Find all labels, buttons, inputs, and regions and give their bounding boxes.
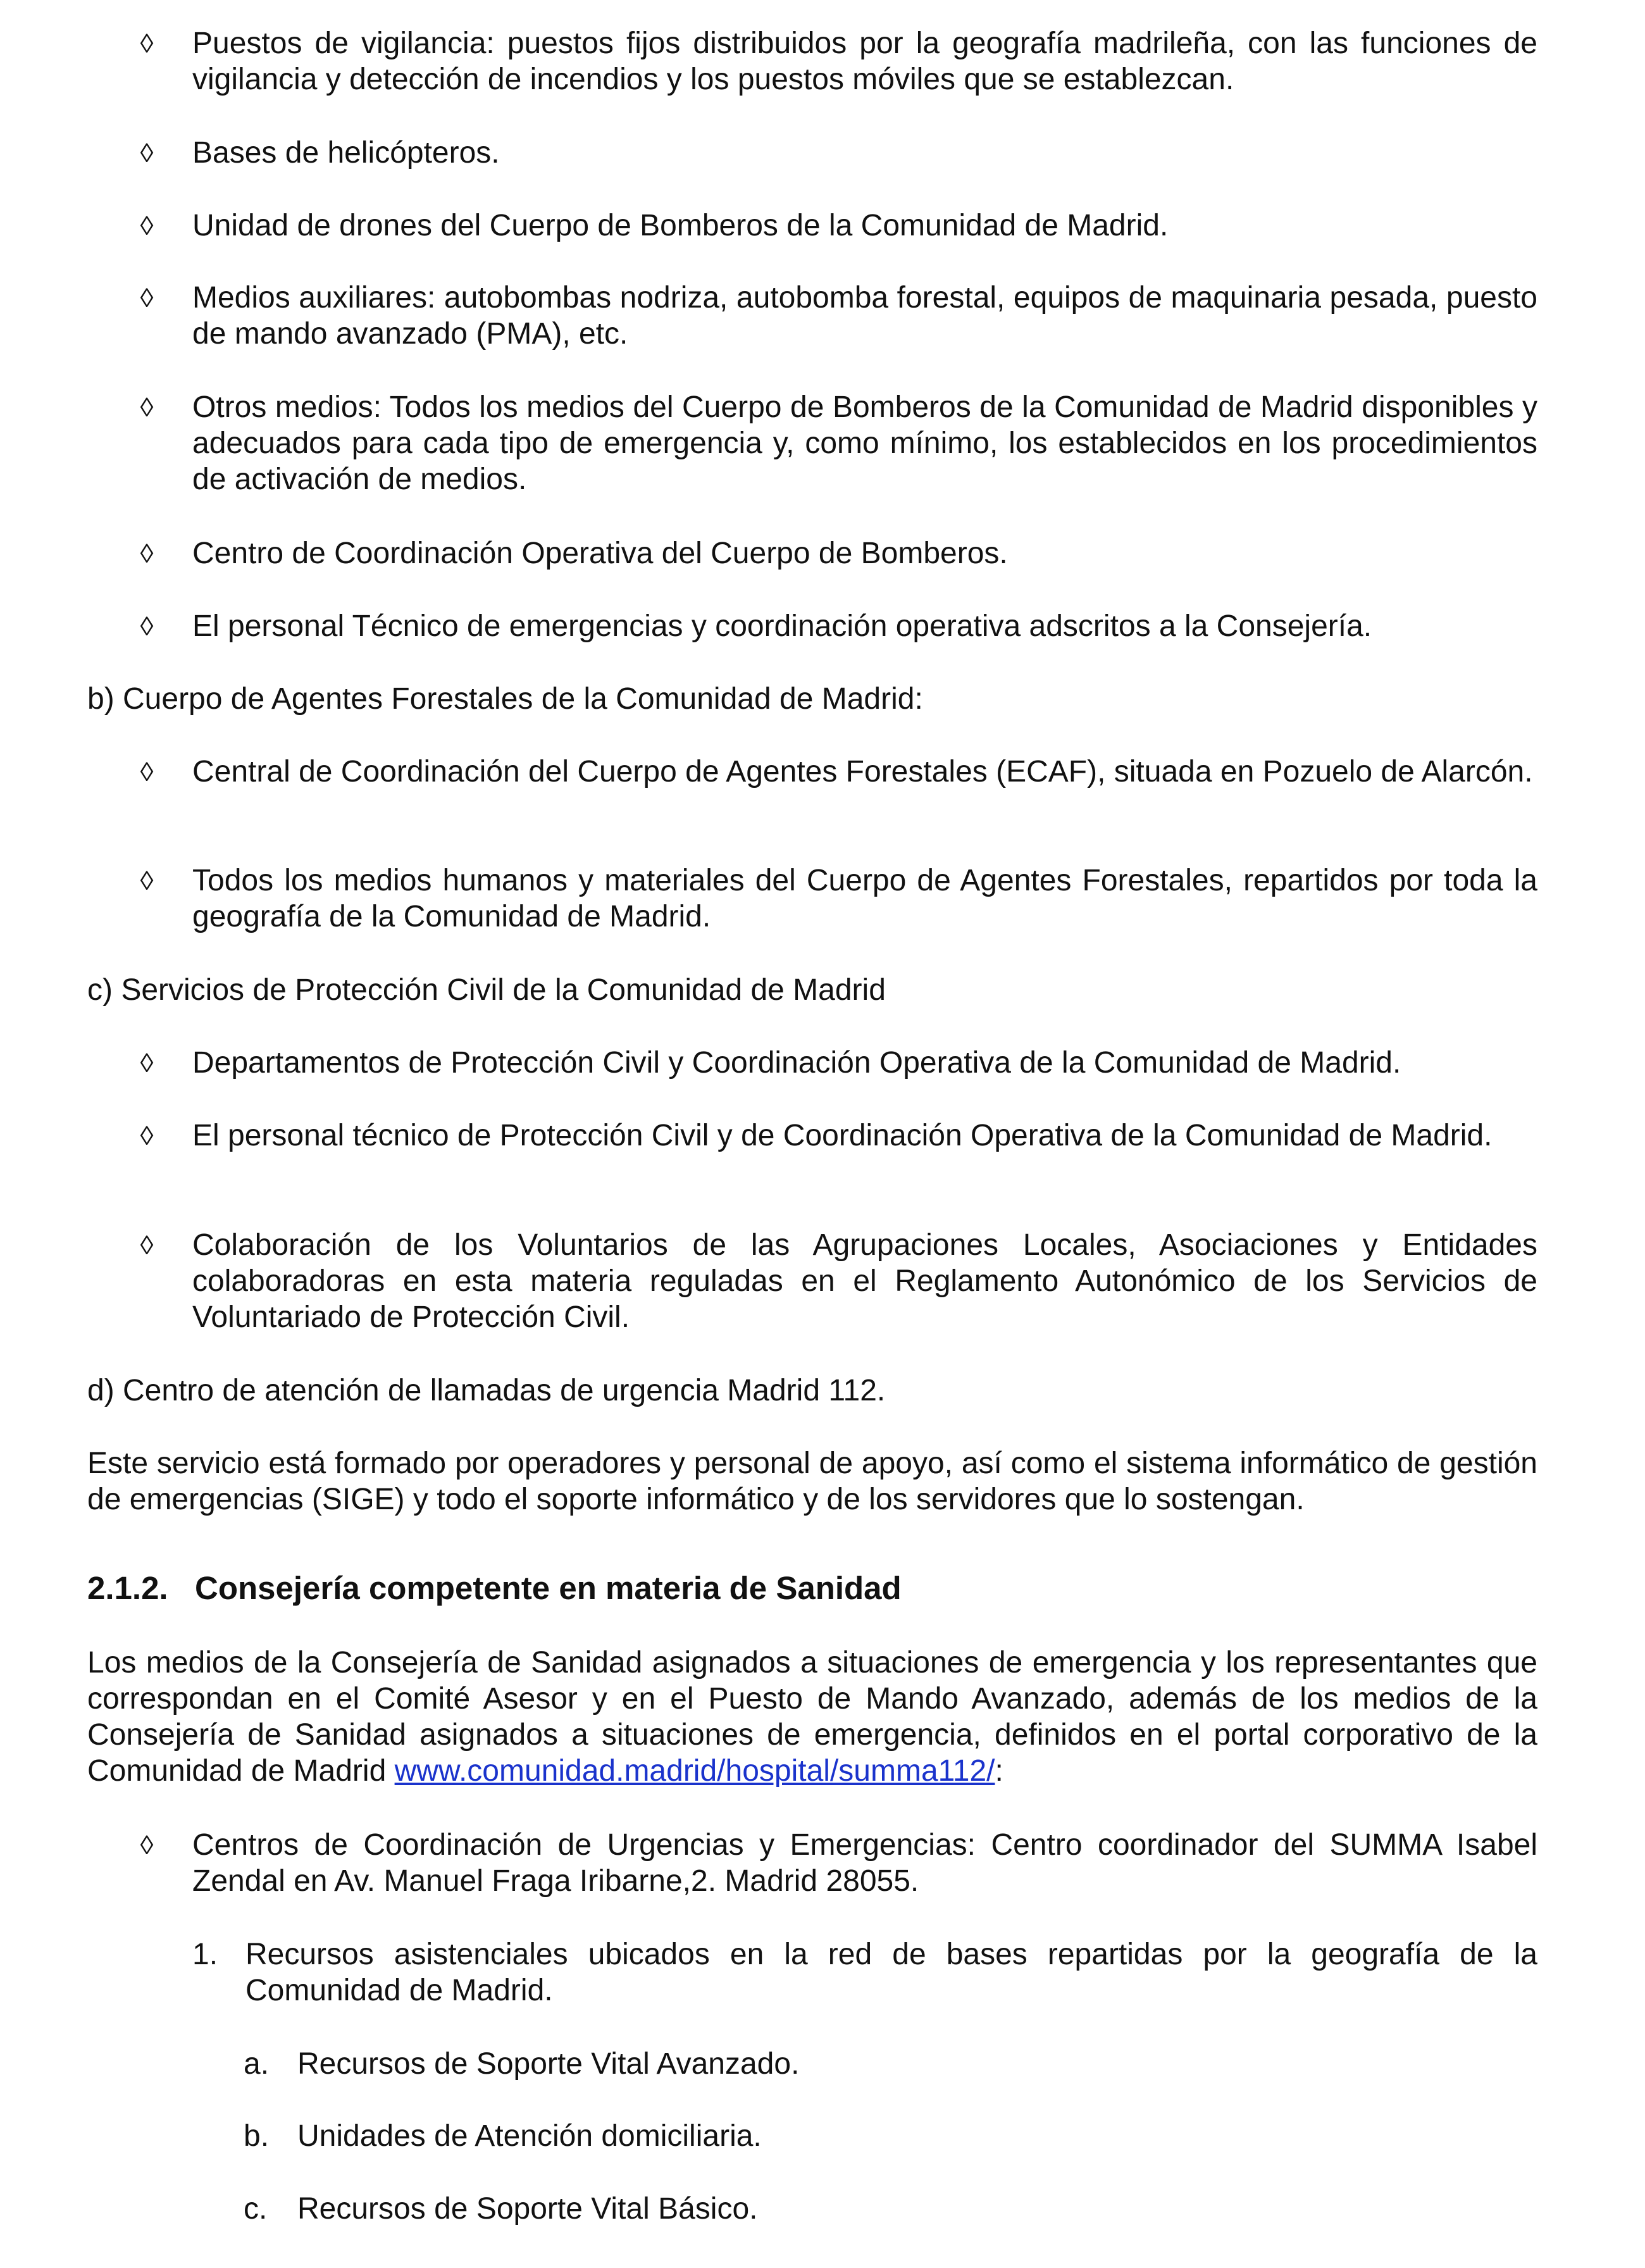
numbered-label: 1. xyxy=(192,1938,218,1971)
section-d-paragraph: Este servicio está formado por operadores y personal de apoyo, así como el sistema informático de gestión de emergencias (SIGE) y todo el soporte informático y de los servidores que lo sostengan. xyxy=(87,1447,1537,1516)
sanidad-paragraph xyxy=(87,1645,1537,1789)
diamond-bullet-icon: ◊ xyxy=(140,138,154,168)
section-b-title: b) Cuerpo de Agentes Forestales de la Comunidad de Madrid: xyxy=(87,682,923,716)
diamond-bullet-icon: ◊ xyxy=(140,757,154,787)
list-item: Colaboración de los Voluntarios de las Agrupaciones Locales, Asociaciones y Entidades colaboradoras en esta materia reguladas en el Reglamento Autonómico de los Servicios de Voluntariado de Protección Civil. xyxy=(192,1228,1537,1334)
sanidad-paragraph-end: : xyxy=(995,1754,1003,1788)
section-c-title: c) Servicios de Protección Civil de la Comunidad de Madrid xyxy=(87,973,886,1007)
list-item: Puestos de vigilancia: puestos fijos distribuidos por la geografía madrileña, con las funciones de vigilancia y detección de incendios y los puestos móviles que se establezcan. xyxy=(192,27,1537,96)
list-item: Medios auxiliares: autobombas nodriza, autobomba forestal, equipos de maquinaria pesada, puesto de mando avanzado (PMA), etc. xyxy=(192,281,1537,351)
diamond-bullet-icon: ◊ xyxy=(140,1048,154,1078)
diamond-bullet-icon: ◊ xyxy=(140,1230,154,1260)
list-item: Departamentos de Protección Civil y Coordinación Operativa de la Comunidad de Madrid. xyxy=(192,1046,1401,1080)
list-item: Otros medios: Todos los medios del Cuerpo de Bomberos de la Comunidad de Madrid disponibles y adecuados para cada tipo de emergencia y, como mínimo, los establecidos en los procedimientos de activación de medios. xyxy=(192,390,1537,496)
list-item: Todos los medios humanos y materiales del Cuerpo de Agentes Forestales, repartidos por toda la geografía de la Comunidad de Madrid. xyxy=(192,864,1537,933)
diamond-bullet-icon: ◊ xyxy=(140,211,154,240)
diamond-bullet-icon: ◊ xyxy=(140,1121,154,1150)
lettered-label: b. xyxy=(244,2119,270,2153)
list-item: Bases de helicópteros. xyxy=(192,136,500,170)
lettered-item: Recursos de Soporte Vital Avanzado. xyxy=(297,2047,800,2081)
section-d-title: d) Centro de atención de llamadas de urgencia Madrid 112. xyxy=(87,1374,886,1407)
heading-title: Consejería competente en materia de Sanidad xyxy=(195,1570,902,1606)
diamond-bullet-icon: ◊ xyxy=(140,283,154,313)
section-heading xyxy=(87,1570,1537,1606)
list-item: El personal Técnico de emergencias y coordinación operativa adscritos a la Consejería. xyxy=(192,609,1372,643)
diamond-bullet-icon: ◊ xyxy=(140,539,154,568)
list-item: Centros de Coordinación de Urgencias y Emergencias: Centro coordinador del SUMMA Isabel Zendal en Av. Manuel Fraga Iribarne,2. Madrid 28055. xyxy=(192,1828,1537,1898)
diamond-bullet-icon: ◊ xyxy=(140,866,154,895)
list-item: Centro de Coordinación Operativa del Cuerpo de Bomberos. xyxy=(192,537,1008,570)
list-item: Unidad de drones del Cuerpo de Bomberos de la Comunidad de Madrid. xyxy=(192,209,1169,242)
heading-number: 2.1.2. xyxy=(87,1570,168,1606)
sanidad-paragraph-text: Los medios de la Consejería de Sanidad asignados a situaciones de emergencia y los representantes que correspondan en el Comité Asesor y en el Puesto de Mando Avanzado, además de los medios de la Consejería de Sanidad asignados a situaciones de emergencia, definidos en el portal corporativo de la Comunidad de Madrid xyxy=(87,1646,1537,1788)
diamond-bullet-icon: ◊ xyxy=(140,611,154,641)
diamond-bullet-icon: ◊ xyxy=(140,1830,154,1860)
lettered-label: a. xyxy=(244,2047,270,2081)
list-item: Central de Coordinación del Cuerpo de Agentes Forestales (ECAF), situada en Pozuelo de Alarcón. xyxy=(192,755,1533,788)
summa112-link[interactable]: www.comunidad.madrid/hospital/summa112/ xyxy=(394,1754,995,1788)
list-item: El personal técnico de Protección Civil y de Coordinación Operativa de la Comunidad de Madrid. xyxy=(192,1119,1493,1152)
diamond-bullet-icon: ◊ xyxy=(140,392,154,422)
lettered-item: Unidades de Atención domiciliaria. xyxy=(297,2119,762,2153)
diamond-bullet-icon: ◊ xyxy=(140,28,154,58)
lettered-item: Recursos de Soporte Vital Básico. xyxy=(297,2192,758,2226)
lettered-label: c. xyxy=(244,2192,268,2226)
numbered-item: Recursos asistenciales ubicados en la red de bases repartidas por la geografía de la Comunidad de Madrid. xyxy=(245,1938,1537,2007)
